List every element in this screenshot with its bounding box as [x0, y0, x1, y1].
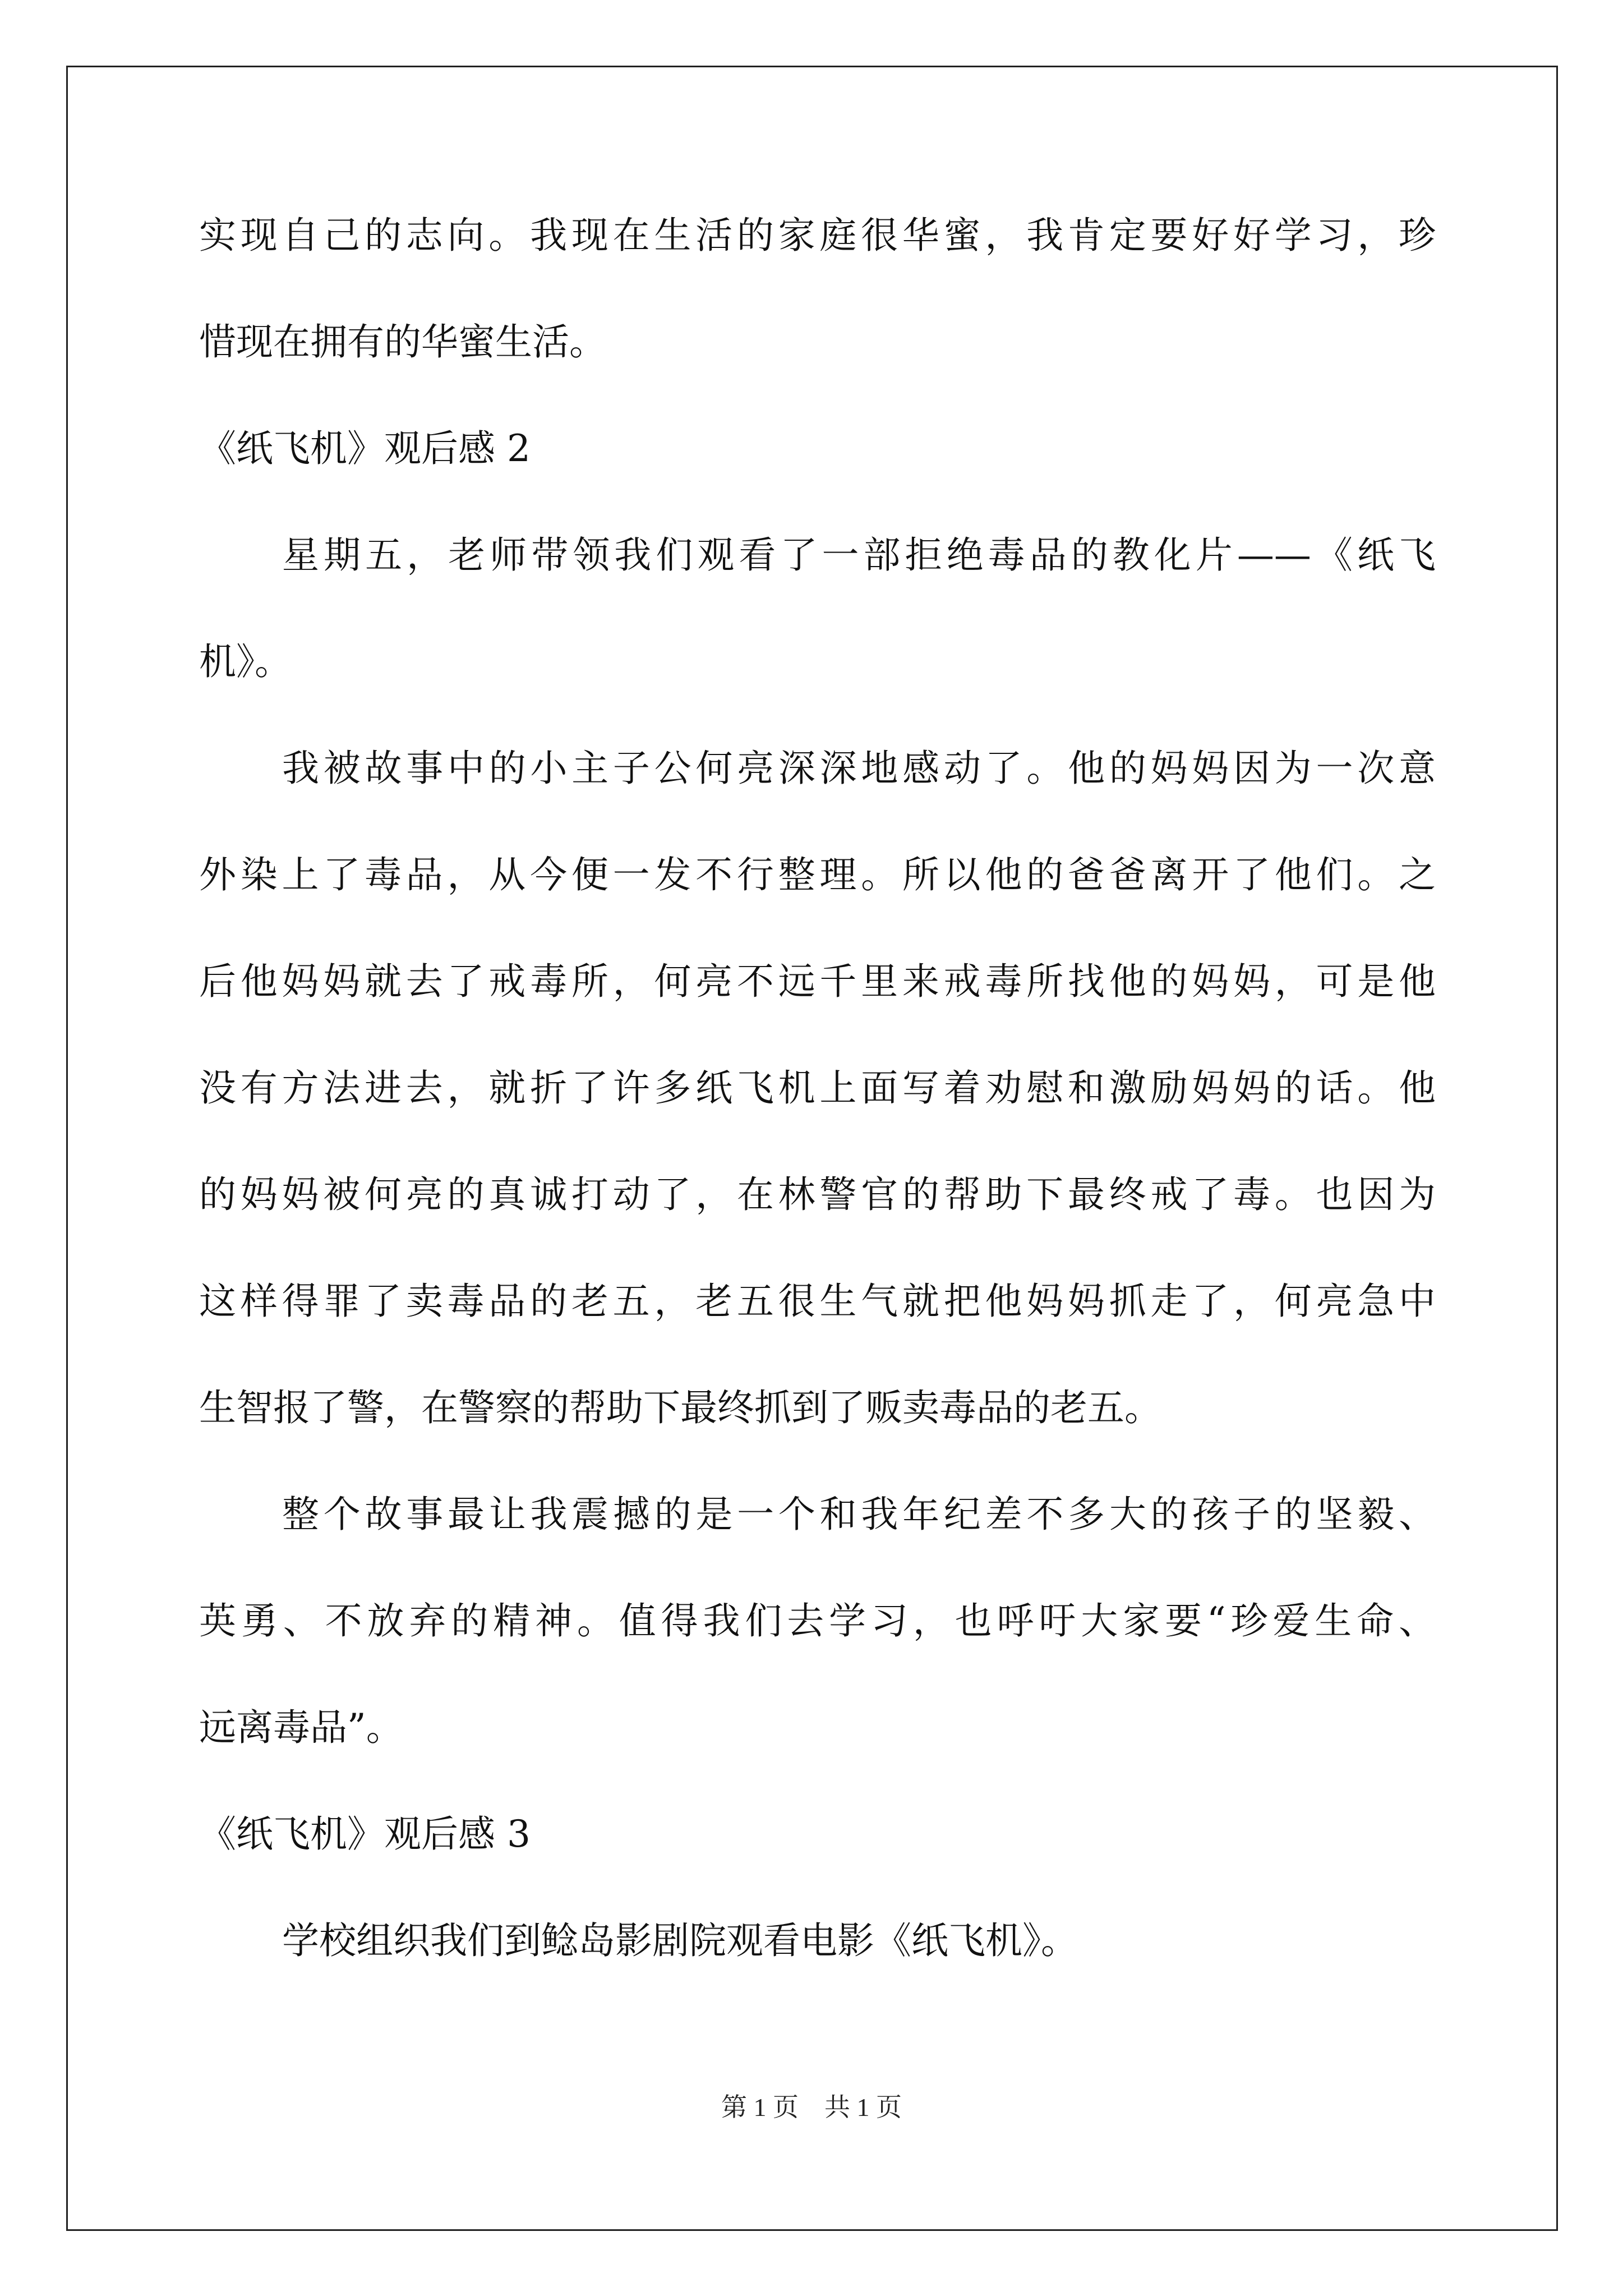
- section-heading: 《纸飞机》观后感 3: [199, 1812, 531, 1856]
- text-line: 生智报了警，在警察的帮助下最终抓到了贩卖毒品的老五。: [199, 1386, 1161, 1429]
- text-line: 的妈妈被何亮的真诚打动了，在林警官的帮助下最终戒了毒。也因为: [199, 1173, 1436, 1216]
- text-line: 英勇、不放弃的精神。值得我们去学习，也呼吁大家要“珍爱生命、: [199, 1599, 1436, 1642]
- text-line: 我被故事中的小主子公何亮深深地感动了。他的妈妈因为一次意: [282, 747, 1436, 790]
- text-line: 学校组织我们到鲶岛影剧院观看电影《纸飞机》。: [282, 1919, 1078, 1962]
- text-line: 机》。: [199, 640, 292, 683]
- text-line: 惜现在拥有的华蜜生活。: [199, 320, 606, 364]
- page-number: 第 1 页 共 1 页: [721, 2093, 902, 2122]
- text-line: 实现自己的志向。我现在生活的家庭很华蜜，我肯定要好好学习，珍: [199, 214, 1436, 257]
- document-body: [199, 208, 1436, 2019]
- page-footer: [0, 2087, 1623, 2124]
- text-line: 远离毒品”。: [199, 1706, 403, 1749]
- text-line: 这样得罪了卖毒品的老五，老五很生气就把他妈妈抓走了，何亮急中: [199, 1280, 1436, 1323]
- text-line: 外染上了毒品，从今便一发不行整理。所以他的爸爸离开了他们。之: [199, 853, 1436, 896]
- text-line: 整个故事最让我震撼的是一个和我年纪差不多大的孩子的坚毅、: [282, 1493, 1436, 1536]
- text-line: 后他妈妈就去了戒毒所，何亮不远千里来戒毒所找他的妈妈，可是他: [199, 960, 1436, 1003]
- text-line: 星期五，老师带领我们观看了一部拒绝毒品的教化片——《纸飞: [282, 533, 1436, 577]
- section-heading: 《纸飞机》观后感 2: [199, 427, 531, 470]
- text-line: 没有方法进去，就折了许多纸飞机上面写着劝慰和激励妈妈的话。他: [199, 1066, 1436, 1110]
